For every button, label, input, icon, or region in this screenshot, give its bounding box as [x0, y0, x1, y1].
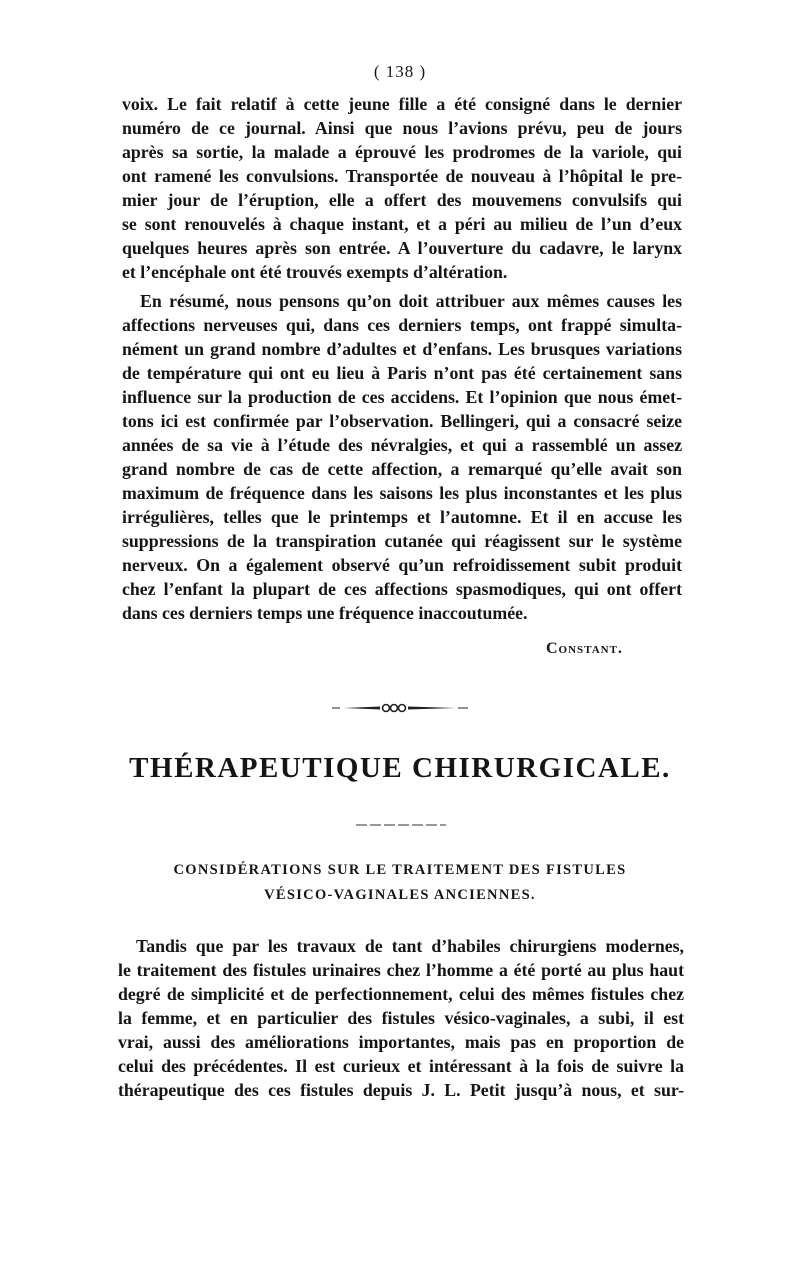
- text-line: années de sa vie à l’étude des névralgies, et qui a rassemblé un assez: [122, 435, 682, 455]
- text-line: et l’encéphale ont été trouvés exempts d’altération.: [122, 262, 508, 282]
- page-number: ( 138 ): [373, 62, 427, 81]
- text-line: après sa sortie, la malade a éprouvé les prodromes de la variole, qui: [122, 142, 682, 162]
- text-line: quelques heures après son entrée. A l’ouverture du cadavre, le larynx: [122, 238, 682, 258]
- text-line: celui des précédentes. Il est curieux et intéressant à la fois de suivre la: [118, 1056, 684, 1076]
- paragraph-article: [118, 934, 684, 1102]
- text-line: affections nerveuses qui, dans ces derniers temps, ont frappé simulta-: [122, 315, 682, 335]
- ornament-divider: [330, 700, 470, 716]
- text-line: mier jour de l’éruption, elle a offert des mouvemens convulsifs qui: [122, 190, 682, 210]
- text-line: vrai, aussi des améliorations importantes, mais pas en proportion de: [118, 1032, 684, 1052]
- text-line: le traitement des fistules urinaires chez l’homme a été porté au plus haut: [118, 960, 684, 980]
- author-signature: Constant.: [546, 640, 623, 657]
- paragraph-continuation: [122, 92, 682, 284]
- text-line: grand nombre de cas de cette affection, a remarqué qu’elle avait son: [122, 459, 682, 479]
- text-line: tons ici est confirmée par l’observation. Bellingeri, qui a consacré seize: [122, 411, 682, 431]
- section-title: THÉRAPEUTIQUE CHIRURGICALE.: [129, 752, 671, 784]
- text-line: voix. Le fait relatif à cette jeune fille a été consigné dans le dernier: [122, 94, 682, 114]
- text-line: dans ces derniers temps une fréquence inaccoutumée.: [122, 603, 528, 623]
- article-title-line-1: CONSIDÉRATIONS SUR LE TRAITEMENT DES FISTULES: [173, 862, 627, 878]
- text-line: degré de simplicité et de perfectionnement, celui des mêmes fistules chez: [118, 984, 684, 1004]
- text-line: de température qui ont eu lieu à Paris n’ont pas été certainement sans: [122, 363, 682, 383]
- dash-rule: [356, 822, 446, 828]
- text-line: suppressions de la transpiration cutanée qui réagissent sur le système: [122, 531, 682, 551]
- text-line: thérapeutique des ces fistules depuis J. L. Petit jusqu’à nous, et sur-: [118, 1080, 684, 1100]
- paragraph-summary: [122, 289, 682, 625]
- text-line: nément un grand nombre d’adultes et d’enfans. Les brusques variations: [122, 339, 682, 359]
- text-line: la femme, et en particulier des fistules vésico-vaginales, a subi, il est: [118, 1008, 684, 1028]
- article-title-line-2: VÉSICO-VAGINALES ANCIENNES.: [264, 887, 536, 903]
- text-line: ont ramené les convulsions. Transportée de nouveau à l’hôpital le pre-: [122, 166, 682, 186]
- text-line: Tandis que par les travaux de tant d’habiles chirurgiens modernes,: [136, 936, 684, 956]
- text-line: chez l’enfant la plupart de ces affections spasmodiques, qui ont offert: [122, 579, 682, 599]
- text-line: nerveux. On a également observé qu’un refroidissement subit produit: [122, 555, 682, 575]
- text-line: maximum de fréquence dans les saisons les plus inconstantes et les plus: [122, 483, 682, 503]
- text-line: irrégulières, telles que le printemps et l’automne. Et il en accuse les: [122, 507, 682, 527]
- text-line: numéro de ce journal. Ainsi que nous l’avions prévu, peu de jours: [122, 118, 682, 138]
- text-line: se sont renouvelés à chaque instant, et a péri au milieu de l’un d’eux: [122, 214, 682, 234]
- text-line: influence sur la production de ces accidens. Et l’opinion que nous émet-: [122, 387, 682, 407]
- text-line: En résumé, nous pensons qu’on doit attribuer aux mêmes causes les: [140, 291, 682, 311]
